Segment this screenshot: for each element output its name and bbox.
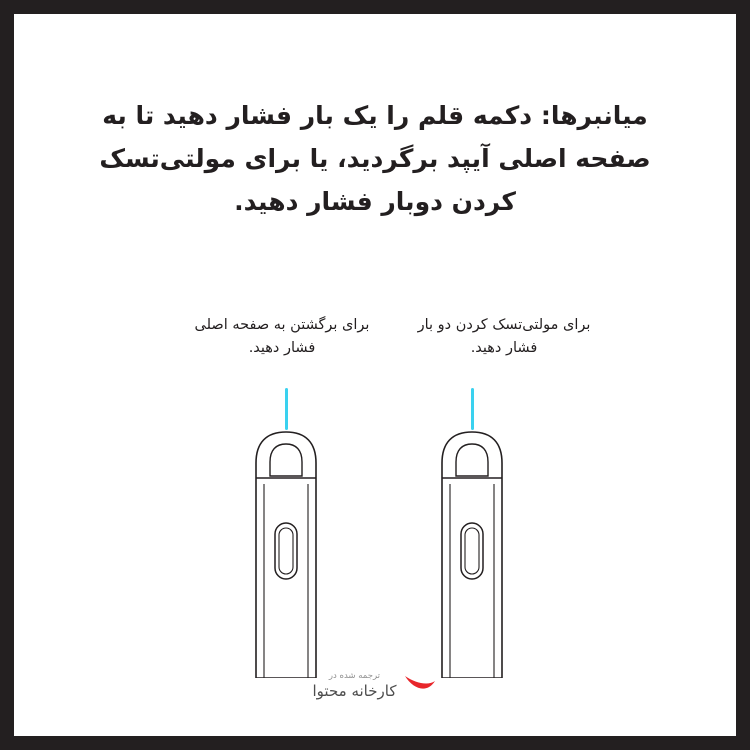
caption-multitask: برای مولتی‌تسک کردن دو بار فشار دهید.	[417, 317, 591, 357]
caption-return-home: برای برگشتن به صفحه اصلی فشار دهید.	[194, 317, 370, 357]
diagram-pens	[14, 388, 736, 678]
footer-logo-row	[313, 671, 438, 700]
footer-brand-name: کارخانه محتوا	[312, 681, 397, 700]
footer-credit	[14, 671, 736, 703]
footer-texts	[313, 671, 397, 700]
poster-inner-area	[14, 14, 736, 736]
apple-pencil-single-press	[226, 388, 346, 678]
apple-pencil-illustration	[226, 388, 346, 678]
page-title: میانبرها: دکمه قلم را یک بار فشار دهید تا به صفحه اصلی آیپد برگردید، یا برای مولتی‌تسک کردن دوبار فشار دهید.	[99, 101, 651, 216]
swoosh-icon	[403, 672, 437, 698]
pencil-tip-indicator-line	[285, 388, 288, 430]
apple-pencil-illustration	[412, 388, 532, 678]
footer-subtitle: ترجمه شده در	[328, 670, 381, 681]
apple-pencil-double-press	[412, 388, 532, 678]
diagram-captions	[14, 314, 736, 384]
pencil-tip-indicator-line	[471, 388, 474, 430]
